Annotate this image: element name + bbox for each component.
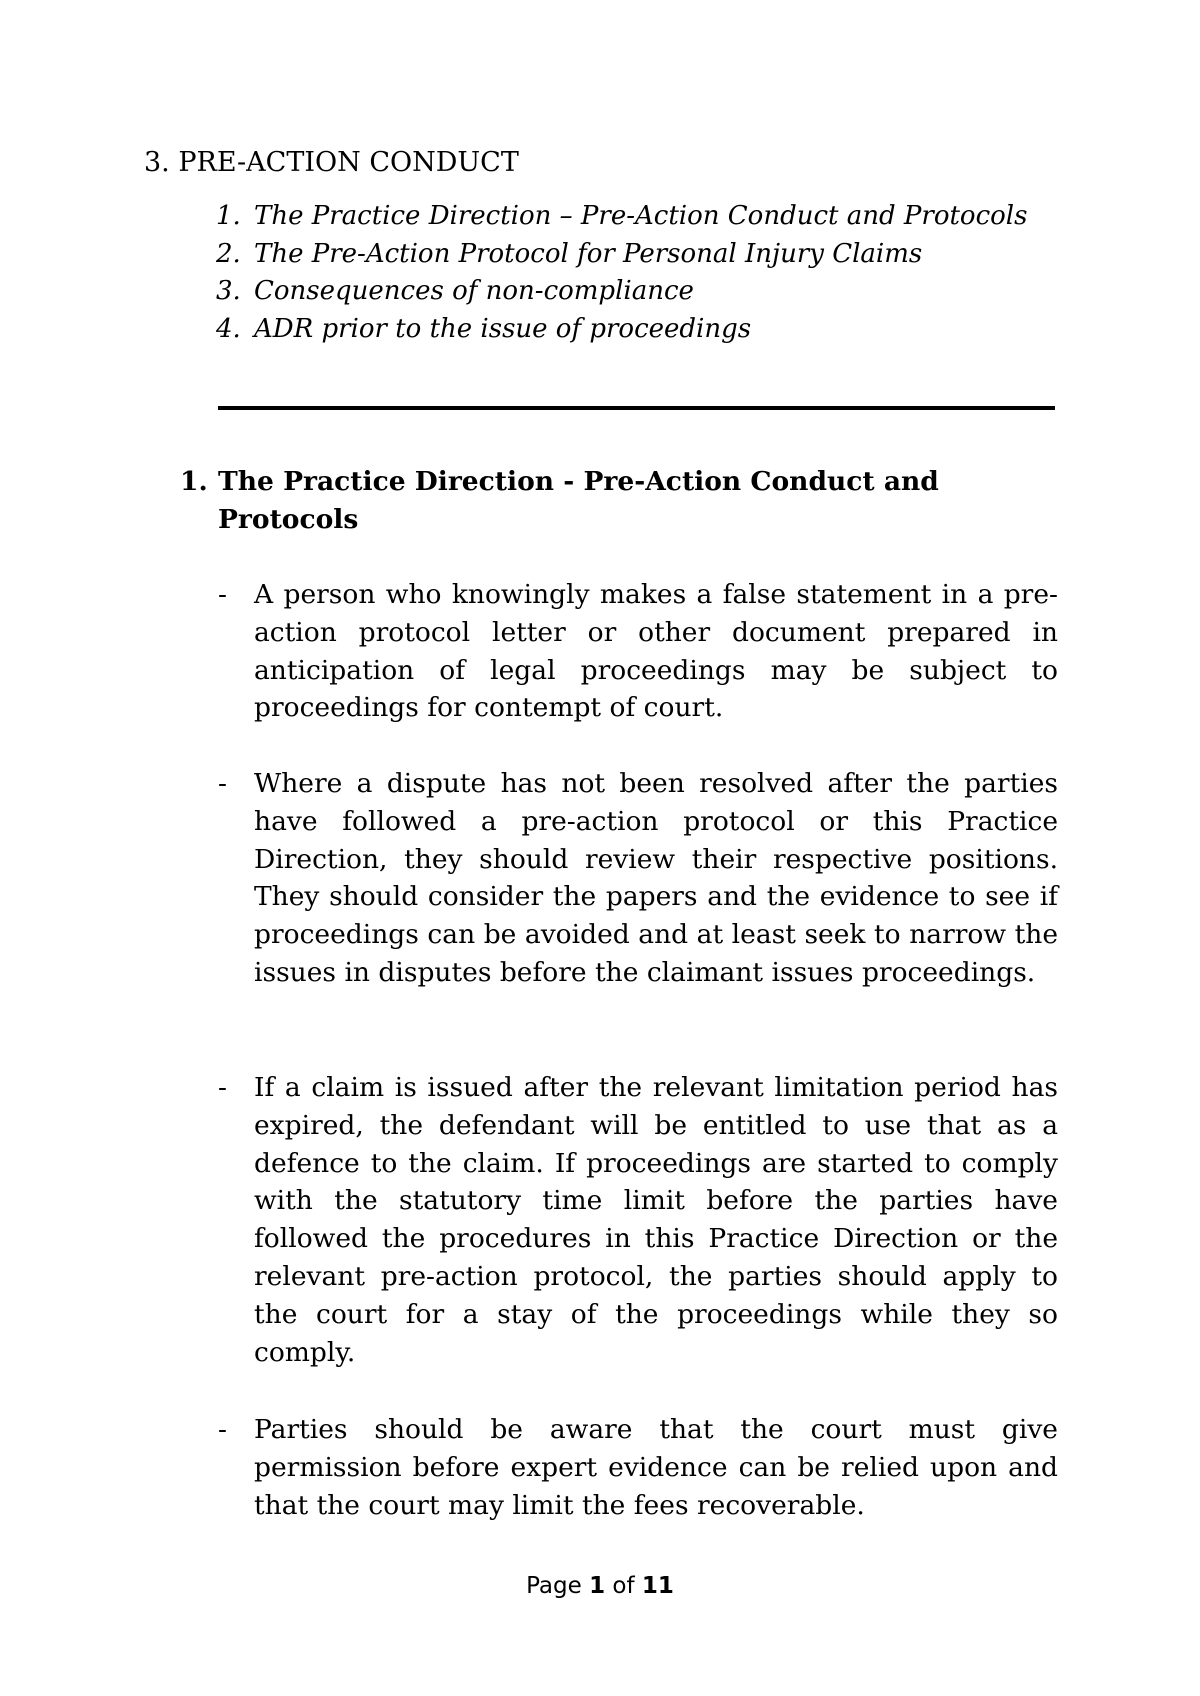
bullet-dash: - (218, 579, 227, 610)
bullet-paragraph (218, 1411, 1058, 1524)
bullet-text: A person who knowingly makes a false statement in a pre-action protocol letter or other document prepared in anticipation of legal proceedings may be subject to proceedings for contempt of court. (254, 579, 1058, 724)
bullet-paragraph (218, 576, 1058, 727)
section-heading (180, 463, 1060, 539)
horizontal-divider (218, 406, 1055, 410)
bullet-dash: - (218, 1072, 227, 1103)
of-label: of (612, 1573, 635, 1599)
section-number: 1. (180, 466, 208, 497)
toc-item-text: ADR prior to the issue of proceedings (254, 313, 752, 344)
toc-item-text: The Practice Direction – Pre-Action Conduct and Protocols (254, 201, 1028, 231)
bullet-paragraph (218, 765, 1058, 992)
toc-item (216, 273, 1076, 311)
current-page-number: 1 (589, 1573, 606, 1599)
toc-item (216, 311, 1076, 349)
toc-item (216, 236, 1076, 274)
bullet-dash: - (218, 768, 227, 799)
total-page-count: 11 (641, 1573, 674, 1599)
toc-item-number: 2. (216, 238, 241, 269)
toc-item-number: 4. (216, 313, 241, 344)
toc-item-number: 3. (216, 276, 241, 307)
bullet-text: Where a dispute has not been resolved after the parties have followed a pre-action protocol or this Practice Direction, they should review their respective positions. They should consider the papers and the evidence to see if proceedings can be avoided and at least seek to narrow the issues in disputes before the claimant issues proceedings. (254, 768, 1058, 988)
page-footer (0, 1571, 1200, 1601)
bullet-dash: - (218, 1414, 227, 1445)
page-label: Page (526, 1573, 582, 1599)
toc-item-number: 1. (216, 201, 241, 231)
bullet-text: Parties should be aware that the court must give permission before expert evidence can be relied upon and that the court may limit the fees recoverable. (254, 1414, 1058, 1521)
bullet-text: If a claim is issued after the relevant limitation period has expired, the defendant will be entitled to use that as a defence to the claim. If proceedings are started to comply with the statutory time limit before the parties have followed the procedures in this Practice Direction or the relevant pre-action protocol, the parties should apply to the court for a stay of the proceedings while they so comply. (254, 1072, 1058, 1368)
table-of-contents (216, 198, 1076, 348)
document-title: 3. PRE-ACTION CONDUCT (144, 147, 519, 178)
toc-item (216, 198, 1076, 236)
toc-item-text: Consequences of non-compliance (254, 276, 694, 307)
section-heading-text: The Practice Direction - Pre-Action Conduct and Protocols (218, 466, 939, 535)
bullet-paragraph (218, 1069, 1058, 1371)
toc-item-text: The Pre-Action Protocol for Personal Injury Claims (254, 238, 923, 269)
